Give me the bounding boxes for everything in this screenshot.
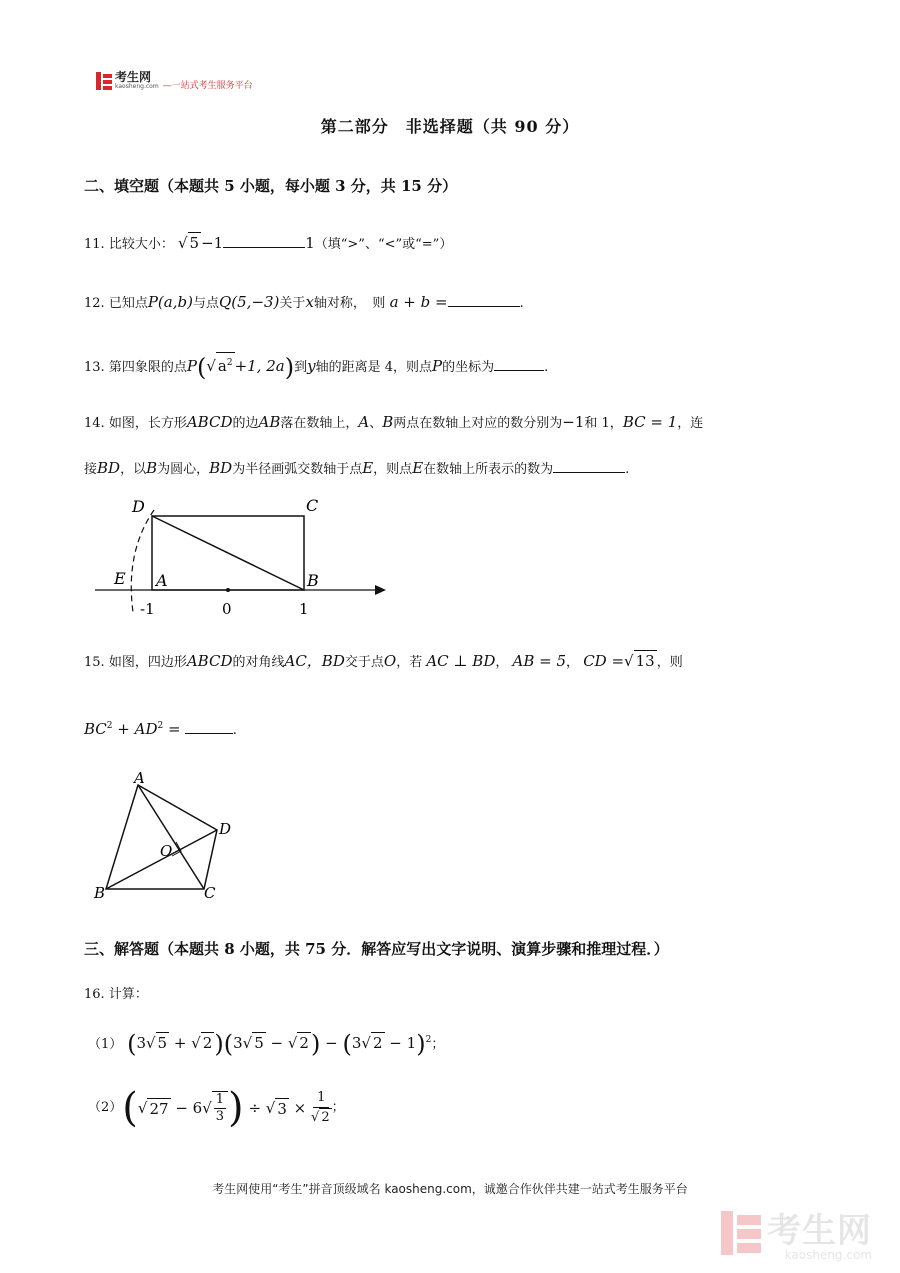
- part-title: 第二部分 非选择题（共 90 分）: [320, 117, 580, 136]
- diagonal-ac: [138, 785, 204, 889]
- axis-arrow-icon: [375, 585, 386, 595]
- tick-1: 1: [299, 600, 309, 618]
- label-d: D: [132, 497, 145, 516]
- question-16: 16. 计算：: [84, 987, 148, 1002]
- q12-blank[interactable]: [448, 292, 520, 307]
- q15-blank[interactable]: [185, 719, 233, 734]
- label-d: D: [219, 820, 232, 838]
- question-14-line1: 14. 如图，长方形ABCD的边AB落在数轴上，A、B两点在数轴上对应的数分别为−1和 1，BC = 1，连: [84, 413, 704, 431]
- q16-part2: （2） ( √ 27 − 6 √ 1 3 ) ÷ √ 3 × $\frac{1}{√ 2}$ ；: [88, 1085, 345, 1131]
- footer-text: 考生网使用“考生”拼音顶级域名 kaosheng.com，诚邀合作伙伴共建一站式考生服务平台: [212, 1182, 688, 1196]
- label-e: E: [114, 569, 126, 588]
- quadrilateral-abcd: [106, 785, 217, 889]
- logo-icon: [96, 72, 112, 90]
- logo-slogan: —一站式考生服务平台: [162, 80, 253, 91]
- origin-dot: [226, 588, 230, 592]
- question-12: 12. 已知点P(a,b)与点Q(5,−3)关于x轴对称， 则 a + b = .: [84, 293, 524, 311]
- watermark-logo-icon: [721, 1211, 761, 1255]
- q14-figure: [90, 492, 390, 622]
- question-14-line2: 接BD，以B为圆心，BD为半径画弧交数轴于点E，则点E在数轴上所表示的数为 .: [84, 459, 630, 477]
- section3-title: 三、解答题（本题共 8 小题，共 75 分．解答应写出文字说明、演算步骤和推理过程．）: [84, 940, 669, 958]
- diagonal-bd: [152, 516, 304, 590]
- q11-expr: √ 5 −1: [177, 234, 224, 252]
- question-15-line1: 15. 如图，四边形ABCD的对角线AC，BD交于点O，若 AC ⊥ BD， AB = 5， CD =√ 13 ，则: [84, 652, 683, 670]
- logo-name: 考生网: [115, 70, 152, 84]
- q11-blank[interactable]: [223, 233, 305, 248]
- q15-figure: [90, 768, 240, 903]
- watermark-name: 考生网: [767, 1211, 872, 1251]
- label-b: B: [94, 884, 106, 902]
- logo-domain: kaosheng.com: [115, 83, 159, 90]
- question-13: 13. 第四象限的点P(√ $a^2 +1$, 2a)到y轴的距离是 4，则点P的坐标为 .: [84, 353, 549, 382]
- q14-blank[interactable]: [553, 458, 625, 473]
- label-a: A: [134, 769, 145, 787]
- label-c: C: [204, 884, 216, 902]
- tick-0: 0: [222, 600, 232, 618]
- section2-title: 二、填空题（本题共 5 小题，每小题 3 分，共 15 分）: [84, 177, 458, 195]
- question-15-line2: $BC^2 + AD^2$ = .: [84, 720, 237, 738]
- watermark: [721, 1203, 872, 1262]
- label-o: O: [160, 842, 173, 860]
- label-b: B: [307, 571, 319, 590]
- q16-part1: （1） (3√ 5 + √ 2)(3√ 5 − √ 2) − (3√ 2 − 1)$^2$；: [88, 1030, 445, 1058]
- label-c: C: [306, 496, 319, 515]
- watermark-domain: kaosheng.com: [784, 1248, 872, 1262]
- arc-de: [131, 510, 154, 612]
- label-a: A: [156, 571, 168, 590]
- header-logo: [96, 70, 253, 92]
- question-11: 11. 比较大小： √ 5 −1 1（填“>”、“<”或“=”）: [84, 234, 453, 252]
- tick-minus1: -1: [140, 600, 155, 618]
- q13-blank[interactable]: [494, 356, 544, 371]
